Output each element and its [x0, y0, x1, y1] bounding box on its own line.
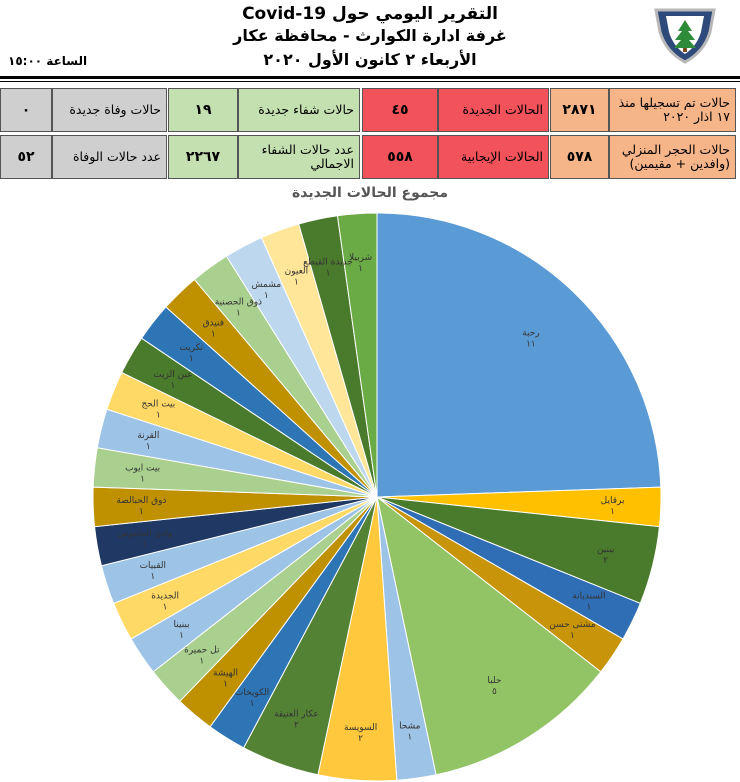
slice-category-label: تل حميرة [184, 645, 220, 656]
report-time: الساعة ١٥:٠٠ [8, 54, 88, 68]
slice-value-label: ١ [188, 353, 194, 364]
slice-category-label: فنيدق [202, 318, 225, 329]
slice-value-label: ١ [150, 571, 156, 582]
slice-category-label: مشحا [399, 721, 421, 732]
slice-value-label: ٥ [491, 686, 497, 697]
slice-value-label: ١ [179, 630, 185, 641]
slice-category-label: الكويخات [234, 687, 270, 698]
slice-value-label: ١ [235, 308, 241, 319]
slice-value-label: ٢ [293, 720, 299, 731]
slice-category-label: ذوق الحصنية [214, 297, 263, 308]
slice-value-label: ٢ [603, 556, 609, 566]
slice-value-label: ١ [145, 442, 151, 452]
slice-value-label: ١ [142, 539, 148, 550]
slice-category-label: عين الزيت [153, 370, 193, 381]
total-deaths-label: عدد حالات الوفاة [52, 135, 167, 179]
slice-category-label: حلبا [487, 675, 502, 686]
slice-category-label: العيون [284, 266, 309, 277]
slice-category-label: شربيلا [349, 252, 373, 263]
slice-value-label: ١ [199, 656, 205, 667]
registered-cases-label: حالات تم تسجيلها منذ ١٧ اذار ٢٠٢٠ [609, 88, 736, 132]
slice-value-label: ١ [138, 507, 144, 518]
slice-value-label: ٢ [358, 734, 364, 745]
slice-category-label: الجديدة [151, 591, 179, 602]
slice-value-label: ١ [223, 679, 228, 690]
total-deaths-value: ٥٢ [0, 135, 52, 179]
slice-category-label: برقايل [600, 496, 625, 507]
new-recoveries-value: ١٩ [168, 88, 238, 132]
slice-value-label: ١ [249, 698, 255, 709]
slice-category-label: رحبة [522, 328, 540, 339]
home-quarantine-value: ٥٧٨ [550, 135, 609, 179]
slice-category-label: وادي الجاموس [117, 528, 173, 539]
total-recoveries-value: ٢٢٦٧ [168, 135, 238, 179]
slice-category-label: الهيشة [213, 668, 238, 679]
slice-category-label: مشمش [251, 279, 282, 290]
slice-category-label: ببنين [596, 545, 615, 555]
pie-slice [377, 213, 661, 497]
new-cases-label: الحالات الجديدة [438, 88, 549, 132]
slice-category-label: السنديانة [572, 591, 606, 602]
report-subtitle: غرفة ادارة الكوارث - محافظة عكار [233, 26, 507, 45]
slice-value-label: ١ [610, 507, 616, 518]
slice-value-label: ١ [407, 732, 413, 743]
report-title: التقرير اليومي حول Covid-19 [242, 4, 498, 24]
report-date: الأربعاء ٢ كانون الأول ٢٠٢٠ [263, 50, 477, 69]
slice-value-label: ١ [155, 410, 161, 421]
slice-category-label: ذوق الحبالصة [116, 496, 167, 507]
slice-category-label: ببنينا [173, 619, 190, 630]
slice-category-label: مشتى حسن [549, 619, 596, 630]
positive-cases-label: الحالات الإيجابية [438, 135, 549, 179]
new-recoveries-label: حالات شفاء جديدة [238, 88, 360, 132]
slice-value-label: ١ [325, 268, 331, 279]
registered-cases-value: ٢٨٧١ [550, 88, 609, 132]
slice-value-label: ١ [210, 329, 216, 340]
slice-value-label: ١ [263, 290, 269, 301]
slice-value-label: ١ [358, 263, 364, 274]
new-deaths-label: حالات وفاة جديدة [52, 88, 167, 132]
new-cases-value: ٤٥ [362, 88, 438, 132]
slice-category-label: جديدة القيطع [303, 257, 353, 268]
new-deaths-value: ٠ [0, 88, 52, 132]
slice-value-label: ١ [162, 602, 168, 613]
slice-category-label: تكريت [179, 342, 204, 353]
slice-value-label: ١ [140, 474, 146, 485]
home-quarantine-label: حالات الحجر المنزلي (وافدين + مقيمين) [609, 135, 736, 179]
slice-value-label: ١١ [526, 339, 536, 350]
slice-category-label: القرنة [137, 431, 160, 441]
positive-cases-value: ٥٥٨ [362, 135, 438, 179]
slice-category-label: القبيات [139, 560, 167, 571]
slice-value-label: ١ [170, 381, 176, 392]
slice-value-label: ١ [293, 277, 299, 288]
total-recoveries-label: عدد حالات الشفاء الاجمالي [238, 135, 360, 179]
slice-category-label: عكار العتيقة [274, 709, 319, 720]
slice-value-label: ١ [569, 630, 575, 641]
chart-title: مجموع الحالات الجديدة [292, 185, 448, 201]
slice-category-label: بيت ايوب [125, 463, 161, 474]
slice-category-label: السويسة [343, 723, 378, 734]
slice-value-label: ١ [586, 602, 592, 613]
slice-category-label: بيت الحج [141, 399, 176, 410]
